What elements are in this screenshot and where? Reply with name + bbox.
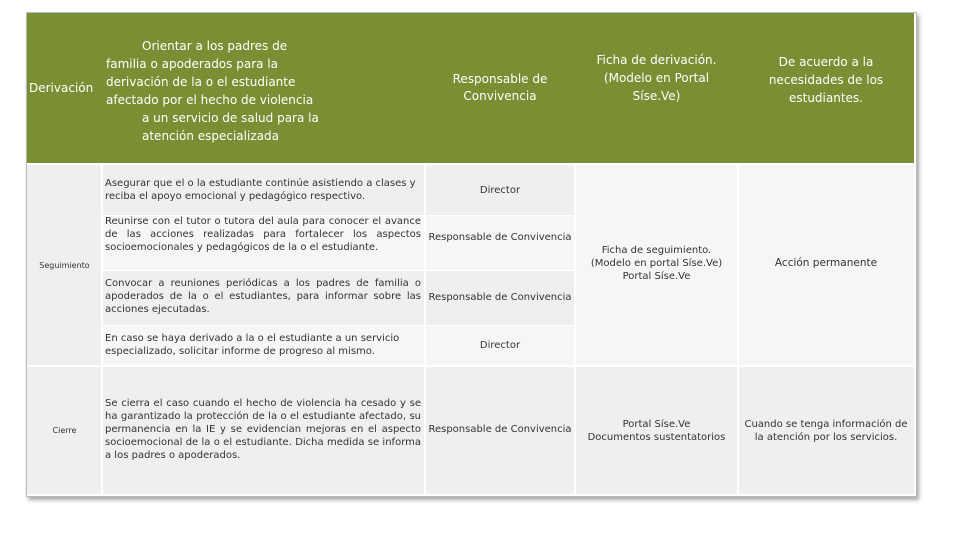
responsible-text: Responsable de Convivencia xyxy=(428,292,572,303)
action-cell-seguimiento-2 xyxy=(102,215,425,270)
grid-line xyxy=(27,365,914,367)
responsible-cell-seguimiento-4 xyxy=(425,325,575,365)
phase-cell-derivacion xyxy=(27,13,102,163)
grid-line xyxy=(102,215,575,216)
grid-line xyxy=(737,165,739,494)
phase-cell-cierre xyxy=(27,367,102,494)
record-cell-header xyxy=(575,13,738,163)
phase-cell-seguimiento xyxy=(27,165,102,365)
action-cell-cierre xyxy=(102,367,425,494)
action-text: Orientar a los padres de familia o apoderados para la derivación de la o el estudiante afectado por el hecho de violencia a un servicio de salud para la atención especializada xyxy=(106,39,319,143)
grid-line xyxy=(574,165,576,494)
responsible-cell-seguimiento-1 xyxy=(425,165,575,215)
action-cell-seguimiento-1 xyxy=(102,165,425,215)
timing-cell-seguimiento xyxy=(738,165,914,365)
grid-line xyxy=(102,270,575,271)
timing-cell-cierre xyxy=(738,367,914,494)
responsible-text: Director xyxy=(479,339,521,351)
record-text: Documentos sustentatorios xyxy=(587,431,726,443)
record-text: Portal Síse.Ve xyxy=(622,418,691,430)
timing-text: Cuando se tenga información de la atención por los servicios. xyxy=(744,418,908,443)
action-text: Se cierra el caso cuando el hecho de violencia ha cesado y se ha garantizado la protección de la o el estudiante afectado, su permanencia en la IE y se evidencian mejoras en el aspecto socioemocional de la o el estudiante. Dicha medida se informa a los padres o apoderados. xyxy=(105,398,421,461)
timing-label: De acuerdo a la necesidades de los estudiantes. xyxy=(768,55,884,105)
grid-line xyxy=(27,163,914,165)
grid-line xyxy=(424,165,426,494)
responsible-label: Responsable de Convivencia xyxy=(452,72,548,103)
action-cell-seguimiento-4 xyxy=(102,325,425,365)
record-cell-cierre xyxy=(575,367,738,494)
responsible-cell-seguimiento-3 xyxy=(425,270,575,325)
record-label: Ficha de derivación. (Modelo en Portal Síse.Ve) xyxy=(596,53,717,103)
action-cell-seguimiento-3 xyxy=(102,270,425,325)
action-text: Reunirse con el tutor o tutora del aula para conocer el avance de las acciones realizadas para fortalecer los aspectos socioemocionales y pedagógicos de la o el estudiante. xyxy=(105,216,421,253)
action-text: En caso se haya derivado a la o el estudiante a un servicio especializado, solicitar informe de progreso al mismo. xyxy=(105,333,400,357)
action-cell-derivacion xyxy=(102,13,425,163)
action-text: Asegurar que el o la estudiante continúe asistiendo a clases y reciba el apoyo emocional y pedagógico respectivo. xyxy=(105,178,416,202)
grid-line xyxy=(102,325,575,326)
responsible-text: Responsable de Convivencia xyxy=(428,232,572,243)
record-text: Ficha de seguimiento. (Modelo en portal Síse.Ve) Portal Síse.Ve xyxy=(590,244,723,282)
action-text: Convocar a reuniones periódicas a los padres de familia o apoderados de la o el estudiantes, para informar sobre las acciones ejecutadas. xyxy=(105,278,421,315)
timing-cell-header xyxy=(738,13,914,163)
phase-label: Derivación xyxy=(29,80,94,95)
responsible-cell-header xyxy=(425,13,575,163)
responsible-cell-seguimiento-2 xyxy=(425,215,575,270)
record-cell-seguimiento xyxy=(575,165,738,365)
responsible-text: Director xyxy=(479,184,521,196)
responsible-text: Responsable de Convivencia xyxy=(428,424,572,435)
phase-label: Seguimiento xyxy=(39,260,90,270)
responsible-cell-cierre xyxy=(425,367,575,494)
grid-line xyxy=(101,165,103,494)
phase-label: Cierre xyxy=(52,426,77,435)
timing-text: Acción permanente xyxy=(774,256,878,269)
